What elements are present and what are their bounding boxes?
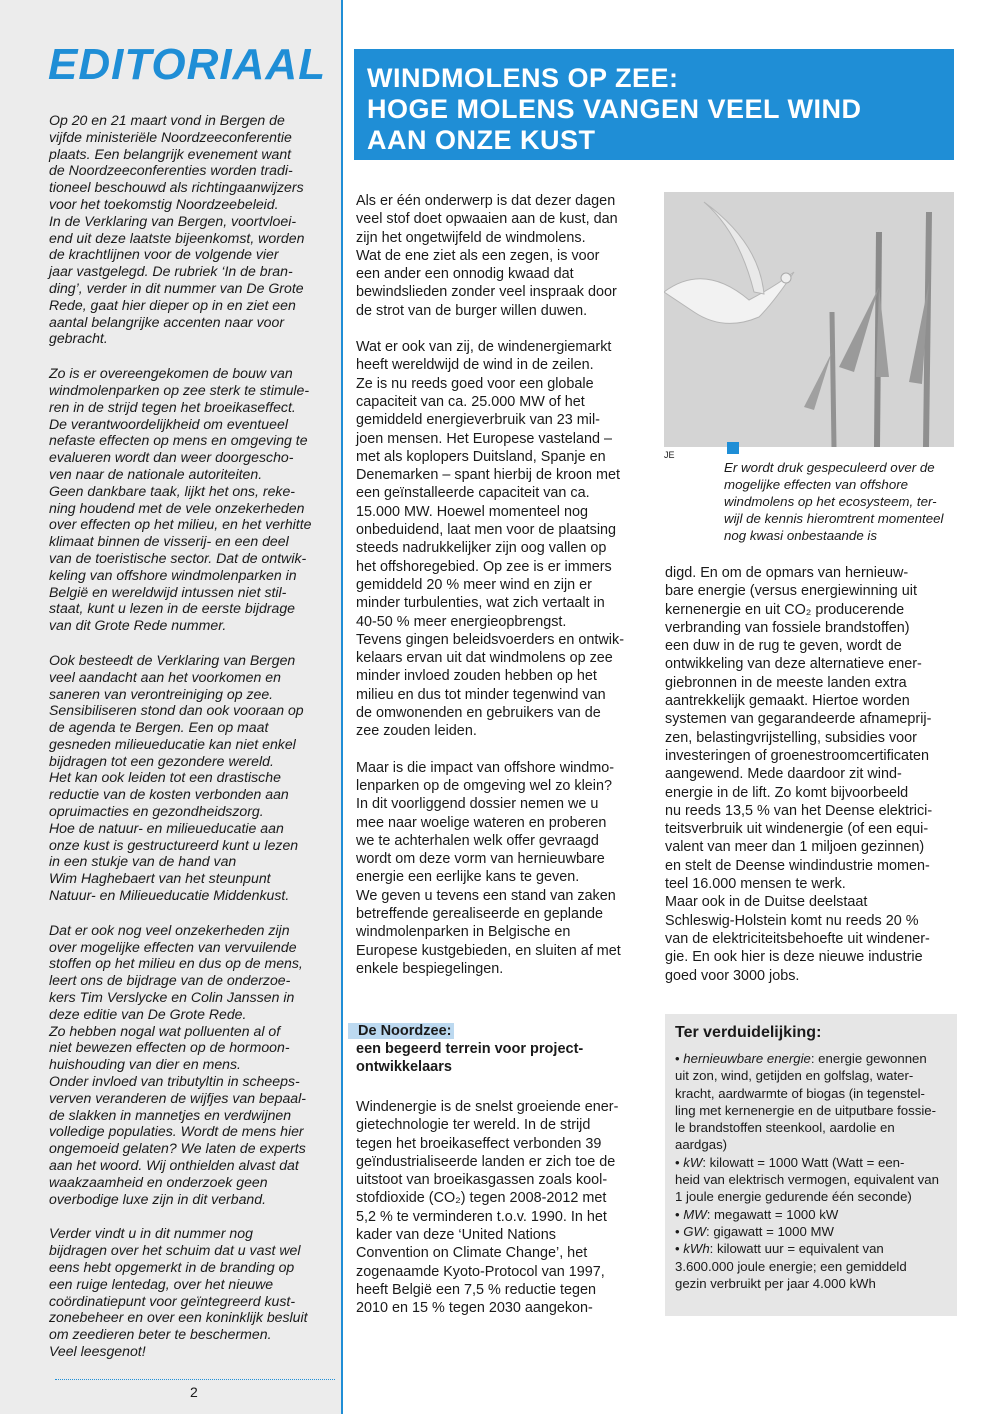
seagull-windmill-photo xyxy=(664,192,954,447)
editorial-paragraph: Verder vindt u in dit nummer nog bijdragen over het schuim dat u vast wel eens hebt opgemerkt in de branding op een ruige lentedag, over het nieuwe coördinatiepunt voor geïntegreerd kust- zonebeheer en over een koninklijk besluit om zeedieren beter te beschermen. Veel leesgenot! xyxy=(49,1225,308,1359)
article-paragraph: Maar is die impact van offshore windmo- lenparken op de omgeving wel zo klein? In dit voorliggend dossier nemen we u mee naar woelige wateren en proberen we te achterhalen welk offer gevraagd wordt om deze vorm van hernieuwbare energie een eerlijke kans te geven. We geven u tevens een stand van zaken betreffende gerealiseerde en geplande windmolenparken in Belgische en Europese kustgebieden, en sluiten af met enkele bespiegelingen. xyxy=(356,759,621,977)
glossary-item: • kW: kilowatt = 1000 Watt (Watt = een- heid van elektrisch vermogen, equivalent van 1 joule energie gedurende één seconde) xyxy=(675,1154,939,1205)
glossary-term: kW xyxy=(683,1154,703,1170)
article-headline: WINDMOLENS OP ZEE: HOGE MOLENS VANGEN VEEL WIND AAN ONZE KUST xyxy=(367,63,862,155)
glossary-term: kWh xyxy=(683,1241,710,1257)
article-column-2 xyxy=(665,564,957,1003)
article-column-1-continued xyxy=(356,1098,650,1318)
caption-marker xyxy=(727,442,739,454)
glossary-definition: : kilowatt uur = equivalent van 3.600.000 joule energie; een gemiddeld gezin verbruikt per jaar 4.000 kWh xyxy=(675,1241,907,1291)
glossary-definition: : gigawatt = 1000 MW xyxy=(706,1223,834,1239)
glossary-definition: : megawatt = 1000 kW xyxy=(706,1206,839,1222)
subheading-rest: een begeerd terrein voor project- ontwikkelaars xyxy=(356,1041,584,1075)
glossary-box xyxy=(665,1014,957,1316)
editorial-body xyxy=(49,112,341,1378)
article-paragraph: Windenergie is de snelst groeiende ener- gietechnologie ter wereld. In de strijd tegen het broeikaseffect verbonden 39 geïndustrialiseerde landen er zich toe de uitstoot van broeikasgassen zoals kool- stofdioxide (CO₂) tegen 2008-2012 met 5,2 % te verminderen t.o.v. 1990. In het kader van deze ‘United Nations Convention on Climate Change’, het zogenaamde Kyoto-Protocol van 1997, heeft België een 7,5 % reductie tegen 2010 en 15 % tegen 2030 aangekon- xyxy=(356,1099,619,1317)
editorial-paragraph: Dat er ook nog veel onzekerheden zijn over mogelijke effecten van vervuilende stoffen op het milieu en dus op de mens, leert ons de bijdrage van de onderzoe- kers Tim Verslycke en Colin Janssen in deze editie van De Grote Rede. Zo hebben nogal wat polluenten al of niet bewezen effecten op de hormoon- huishouding van dier en mens. Onder invloed van tributyltin in scheeps- verven veranderen de wijfjes van bepaal- de slakken in mannetjes en verdwijnen volledige populaties. Wordt de mens hier ongemoeid gelaten? We laten de experts aan het woord. Wij onthielden alvast dat waakzaamheid en onderzoek geen overbodige luxe zijn in dit verband. xyxy=(49,921,306,1207)
subheading-highlight: De Noordzee: xyxy=(348,1023,454,1039)
article-paragraph: digd. En om de opmars van hernieuw- bare energie (versus energiewinning uit kernenergie en uit CO₂ producerende verbranding van fossiele brandstoffen) een duw in de rug te geven, wordt de ontwikkeling van deze alternatieve ener- giebronnen in de meeste landen extra aantrekkelijk gemaakt. Hiertoe worden systemen van gegarandeerde afnameprij- zen, belastingvrijstelling, subsidies voor investeringen of groenestroomcertificaten aangewend. Mede daardoor zit wind- energie in de lift. Zo komt bijvoorbeeld nu reeds 13,5 % van het Deense elektrici- teitsverbruik uit windenergie (of een equi- valent van meer dan 1 miljoen gezinnen) en stelt de Deense windindustrie momen- teel 16.000 mensen te werk. Maar ook in de Duitse deelstaat Schleswig-Holstein komt nu reeds 20 % van de elektriciteitsbehoefte uit windener- gie. En ook hier is deze nieuwe industrie goed voor 3000 jobs. xyxy=(665,565,933,984)
page-number: 2 xyxy=(190,1384,198,1400)
editorial-paragraph: Op 20 en 21 maart vond in Bergen de vijfde ministeriële Noordzeeconferentie plaats. Een belangrijk evenement want de Noordzeeconferenties worden tradi- tioneel beschouwd als richtingaanwijzers voor het toekomstig Noordzeebeleid. In de Verklaring van Bergen, voortvloei- end uit deze laatste bijeenkomst, worden de krachtlijnen voor de volgende vier jaar vastgelegd. De rubriek ‘In de bran- ding’, verder in dit nummer van De Grote Rede, gaat hier dieper op in en ziet een aantal belangrijke accenten naar voor gebracht. xyxy=(49,112,305,347)
glossary-title: Ter verduidelijking: xyxy=(675,1024,822,1041)
headline-banner xyxy=(354,49,954,160)
article-paragraph: Wat er ook van zij, de windenergiemarkt heeft wereldwijd de wind in de zeilen. Ze is nu reeds goed voor een globale capaciteit van ca. 25.000 MW of het gemiddeld energieverbruik van 23 mil- joen mensen. Het Europese vasteland – met als koplopers Duitsland, Spanje en Denemarken – spant hierbij de kroon met een geïnstalleerde capaciteit van ca. 15.000 MW. Hoewel momenteel nog onbeduidend, laat men voor de plaatsing steeds nadrukkelijker zijn oog vallen op het offshoregebied. Op zee is er immers gemiddeld 20 % meer wind en zijn er minder turbulenties, wat zich vertaalt in 40-50 % meer energieopbrengst. Tevens gingen beleidsvoerders en ontwik- kelaars ervan uit dat windmolens op zee minder invloed zouden hebben op het milieu en dus tot minder tegenwind van de omwonenden en gebruikers van de zee zouden leiden. xyxy=(356,339,624,740)
footer-divider xyxy=(55,1379,335,1380)
editorial-paragraph: Ook besteedt de Verklaring van Bergen veel aandacht aan het voorkomen en saneren van verontreiniging op zee. Sensibiliseren stond dan ook vooraan op de agenda te Bergen. Een op maat gesneden milieueducatie kan niet enkel bijdragen tot een gezondere wereld. Het kan ook leiden tot een drastische reductie van de kosten verbonden aan opruimacties en gezondheidszorg. Hoe de natuur- en milieueducatie aan onze kust is gestructureerd kunt u lezen in een stukje van de hand van Wim Haghebaert van het steunpunt Natuur- en Milieueducatie Middenkust. xyxy=(49,651,304,904)
photo-caption: Er wordt druk gespeculeerd over de mogelijke effecten van offshore windmolens op het ecosysteem, ter- wijl de kennis hieromtrent momenteel nog kwasi onbestaande is xyxy=(724,460,944,543)
glossary-item: • kWh: kilowatt uur = equivalent van 3.600.000 joule energie; een gemiddeld gezin verbruikt per jaar 4.000 kWh xyxy=(675,1241,907,1291)
editorial-title: EDITORIAAL xyxy=(48,40,327,89)
photo-credit: JE xyxy=(664,450,675,460)
article-column-1 xyxy=(356,192,650,996)
glossary-term: MW xyxy=(683,1206,707,1222)
glossary-definition: : energie gewonnen uit zon, wind, getijden en golfslag, water- kracht, aardwarmte of biogas (in tegenstel- ling met kernenergie en de uitputbare fossie- le brandstoffen steenkool, aardolie en aardgas) xyxy=(675,1051,936,1153)
glossary-list xyxy=(675,1050,953,1292)
article-paragraph: Als er één onderwerp is dat dezer dagen veel stof doet opwaaien aan de kust, dan zijn het ongetwijfeld de windmolens. Wat de ene ziet als een zegen, is voor een ander een onnodig kwaad dat bewindslieden zonder veel inspraak door de strot van de burger willen duwen. xyxy=(356,193,618,319)
glossary-item: • MW: megawatt = 1000 kW xyxy=(675,1206,839,1222)
glossary-term: hernieuwbare energie xyxy=(683,1051,811,1066)
section-subheading xyxy=(356,1022,650,1076)
editorial-paragraph: Zo is er overeengekomen de bouw van windmolenparken op zee sterk te stimule- ren in de strijd tegen het broeikaseffect. De verantwoordelijkheid om eventueel nefaste effecten op mens en omgeving te evalueren wordt dan weer doorgescho- ven naar de nationale autoriteiten. Geen dankbare taak, lijkt het ons, reke- ning houdend met de vele onzekerheden over effecten op het milieu, en het verhitte klimaat binnen de visserij- en een deel van de toeristische sector. Dat de ontwik- keling van offshore windmolenparken in België en wereldwijd intussen niet stil- staat, kunt u lezen in de eerste bijdrage van dit Grote Rede nummer. xyxy=(49,365,312,634)
glossary-term: GW xyxy=(683,1223,706,1239)
editorial-sidebar xyxy=(0,0,343,1414)
glossary-definition: : kilowatt = 1000 Watt (Watt = een- heid van elektrisch vermogen, equivalent van 1 joule energie gedurende één seconde) xyxy=(675,1154,939,1205)
glossary-item: • hernieuwbare energie: energie gewonnen uit zon, wind, getijden en golfslag, water- kracht, aardwarmte of biogas (in tegenstel- ling met kernenergie en de uitputbare fossie- le brandstoffen steenkool, aardolie en aardgas) xyxy=(675,1051,936,1153)
photo-illustration xyxy=(664,192,954,447)
glossary-item: • GW: gigawatt = 1000 MW xyxy=(675,1223,834,1239)
